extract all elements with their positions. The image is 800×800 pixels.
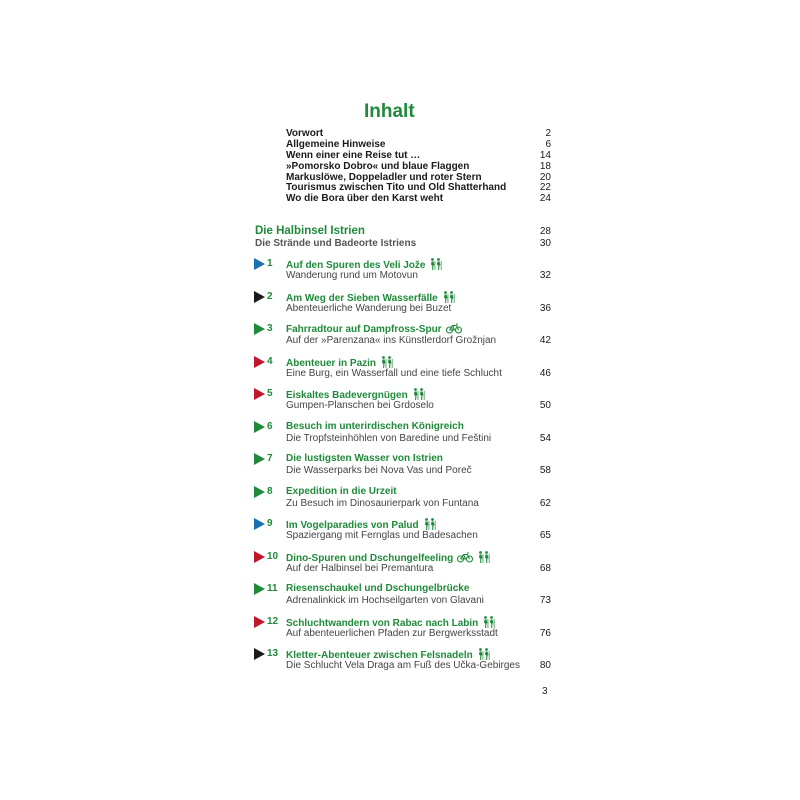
tour-title: Eiskaltes Badevergnügen xyxy=(286,390,408,401)
section-title-row xyxy=(255,225,551,238)
tour-item-9[interactable] xyxy=(254,516,551,549)
tour-number: 6 xyxy=(267,420,273,432)
hiking-icon xyxy=(429,258,443,273)
front-matter-item[interactable] xyxy=(286,194,551,205)
tour-title: Kletter-Abenteuer zwischen Felsnadeln xyxy=(286,650,473,661)
tour-page: 46 xyxy=(539,367,551,379)
front-matter-page: 24 xyxy=(539,193,551,205)
section-title: Die Halbinsel Istrien xyxy=(255,225,365,237)
tour-subtitle: Auf der »Parenzana« ins Künstlerdorf Grožnjan xyxy=(286,335,497,346)
tour-number: 3 xyxy=(267,323,273,334)
tour-item-7[interactable] xyxy=(254,451,551,484)
tour-number: 10 xyxy=(267,550,279,562)
tour-title: Die lustigsten Wasser von Istrien xyxy=(286,453,443,464)
tour-subtitle: Wanderung rund um Motovun xyxy=(286,270,418,281)
tour-page: 58 xyxy=(539,465,551,476)
triangle-marker-icon xyxy=(254,551,265,563)
tour-number: 7 xyxy=(267,453,273,464)
front-matter-list xyxy=(286,129,551,205)
tour-subtitle: Die Schlucht Vela Draga am Fuß des Učka-Gebirges xyxy=(286,660,520,671)
front-matter-title: Allgemeine Hinweise xyxy=(286,138,386,150)
triangle-marker-icon xyxy=(254,486,265,498)
front-matter-page: 20 xyxy=(539,171,551,183)
tour-item-12[interactable] xyxy=(254,614,551,647)
triangle-marker-icon xyxy=(254,453,265,465)
tour-title-line xyxy=(286,486,397,497)
tour-title-line xyxy=(286,453,443,464)
tour-item-13[interactable] xyxy=(254,646,551,679)
hiking-icon xyxy=(477,551,491,566)
triangle-marker-icon xyxy=(254,648,265,660)
tour-item-1[interactable] xyxy=(254,256,551,289)
tour-subtitle: Spaziergang mit Fernglas und Badesachen xyxy=(286,530,478,541)
tour-item-5[interactable] xyxy=(254,386,551,419)
front-matter-title: Tourismus zwischen Tito und Old Shatterhand xyxy=(286,182,507,194)
triangle-marker-icon xyxy=(254,518,265,530)
tour-title-line xyxy=(286,583,469,594)
front-matter-page: 22 xyxy=(539,182,551,194)
tour-item-4[interactable] xyxy=(254,354,551,387)
triangle-marker-icon xyxy=(254,583,265,595)
tour-page: 80 xyxy=(539,660,551,671)
tour-number: 5 xyxy=(267,388,273,399)
tour-item-8[interactable] xyxy=(254,484,551,517)
tour-number: 13 xyxy=(267,648,279,659)
tour-item-11[interactable] xyxy=(254,581,551,614)
tour-page: 54 xyxy=(539,432,551,444)
front-matter-title: Wo die Bora über den Karst weht xyxy=(286,193,444,205)
front-matter-item[interactable] xyxy=(286,162,551,173)
tour-number: 4 xyxy=(267,355,273,367)
section-subtitle-page: 30 xyxy=(539,238,551,249)
tour-subtitle: Abenteuerliche Wanderung bei Buzet xyxy=(286,302,452,314)
page-title: Inhalt xyxy=(364,101,415,122)
tour-item-2[interactable] xyxy=(254,289,551,322)
triangle-marker-icon xyxy=(254,421,265,433)
tour-item-3[interactable] xyxy=(254,321,551,354)
tour-number: 1 xyxy=(267,258,273,269)
triangle-marker-icon xyxy=(254,388,265,400)
section-title-page: 28 xyxy=(539,226,551,237)
tour-title: Dino-Spuren und Dschungelfeeling xyxy=(286,552,454,564)
tour-page: 65 xyxy=(539,530,551,541)
front-matter-title: Markuslöwe, Doppeladler und roter Stern xyxy=(286,171,482,183)
tour-number: 2 xyxy=(267,290,273,302)
front-matter-page: 6 xyxy=(545,138,551,150)
tour-title: Abenteuer in Pazin xyxy=(286,357,377,369)
front-matter-page: 14 xyxy=(539,149,551,161)
triangle-marker-icon xyxy=(254,258,265,270)
tour-page: 50 xyxy=(539,400,551,411)
bicycle-icon xyxy=(457,552,473,566)
tour-item-10[interactable] xyxy=(254,549,551,582)
front-matter-page: 2 xyxy=(545,128,551,139)
tour-title: Expedition in die Urzeit xyxy=(286,485,397,497)
tour-page: 62 xyxy=(539,497,551,509)
front-matter-title: Vorwort xyxy=(286,128,324,139)
tour-page: 76 xyxy=(539,627,551,639)
tour-subtitle: Die Wasserparks bei Nova Vas und Poreč xyxy=(286,465,472,476)
tour-subtitle: Eine Burg, ein Wasserfall und eine tiefe Schlucht xyxy=(286,367,502,379)
tour-subtitle: Auf abenteuerlichen Pfaden zur Bergwerksstadt xyxy=(286,627,498,639)
triangle-marker-icon xyxy=(254,291,265,303)
triangle-marker-icon xyxy=(254,323,265,335)
section-subtitle-row xyxy=(255,238,551,250)
tour-title: Am Weg der Sieben Wasserfälle xyxy=(286,292,438,304)
tour-title: Besuch im unterirdischen Königreich xyxy=(286,420,464,432)
triangle-marker-icon xyxy=(254,356,265,368)
tour-title: Schluchtwandern von Rabac nach Labin xyxy=(286,617,479,629)
section-header xyxy=(255,225,551,250)
tour-subtitle: Die Tropfsteinhöhlen von Baredine und Feštini xyxy=(286,432,492,444)
tour-number: 9 xyxy=(267,518,273,529)
tour-subtitle: Gumpen-Planschen bei Grdoselo xyxy=(286,400,434,411)
tour-subtitle: Zu Besuch im Dinosaurierpark von Funtana xyxy=(286,497,479,509)
tour-page: 32 xyxy=(539,270,551,281)
tour-subtitle: Adrenalinkick im Hochseilgarten von Glavani xyxy=(286,595,484,606)
section-subtitle: Die Strände und Badeorte Istriens xyxy=(255,238,417,249)
front-matter-title: »Pomorsko Dobro« und blaue Flaggen xyxy=(286,160,470,172)
tour-number: 8 xyxy=(267,485,273,497)
tour-title-line xyxy=(286,421,464,432)
front-matter-page: 18 xyxy=(539,160,551,172)
tour-page: 42 xyxy=(539,335,551,346)
tour-number: 11 xyxy=(267,583,278,594)
tour-number: 12 xyxy=(267,615,279,627)
tour-page: 36 xyxy=(539,302,551,314)
front-matter-title: Wenn einer eine Reise tut … xyxy=(286,149,421,161)
page-number: 3 xyxy=(542,686,548,697)
tour-title: Im Vogelparadies von Palud xyxy=(286,520,419,531)
tour-item-6[interactable] xyxy=(254,419,551,452)
tour-page: 68 xyxy=(539,562,551,574)
tour-title: Fahrradtour auf Dampfross-Spur xyxy=(286,324,442,335)
tour-subtitle: Auf der Halbinsel bei Premantura xyxy=(286,562,434,574)
triangle-marker-icon xyxy=(254,616,265,628)
tour-title: Auf den Spuren des Veli Jože xyxy=(286,260,426,271)
tour-list xyxy=(254,256,551,679)
tour-title: Riesenschaukel und Dschungelbrücke xyxy=(286,583,470,594)
tour-page: 73 xyxy=(539,595,551,606)
